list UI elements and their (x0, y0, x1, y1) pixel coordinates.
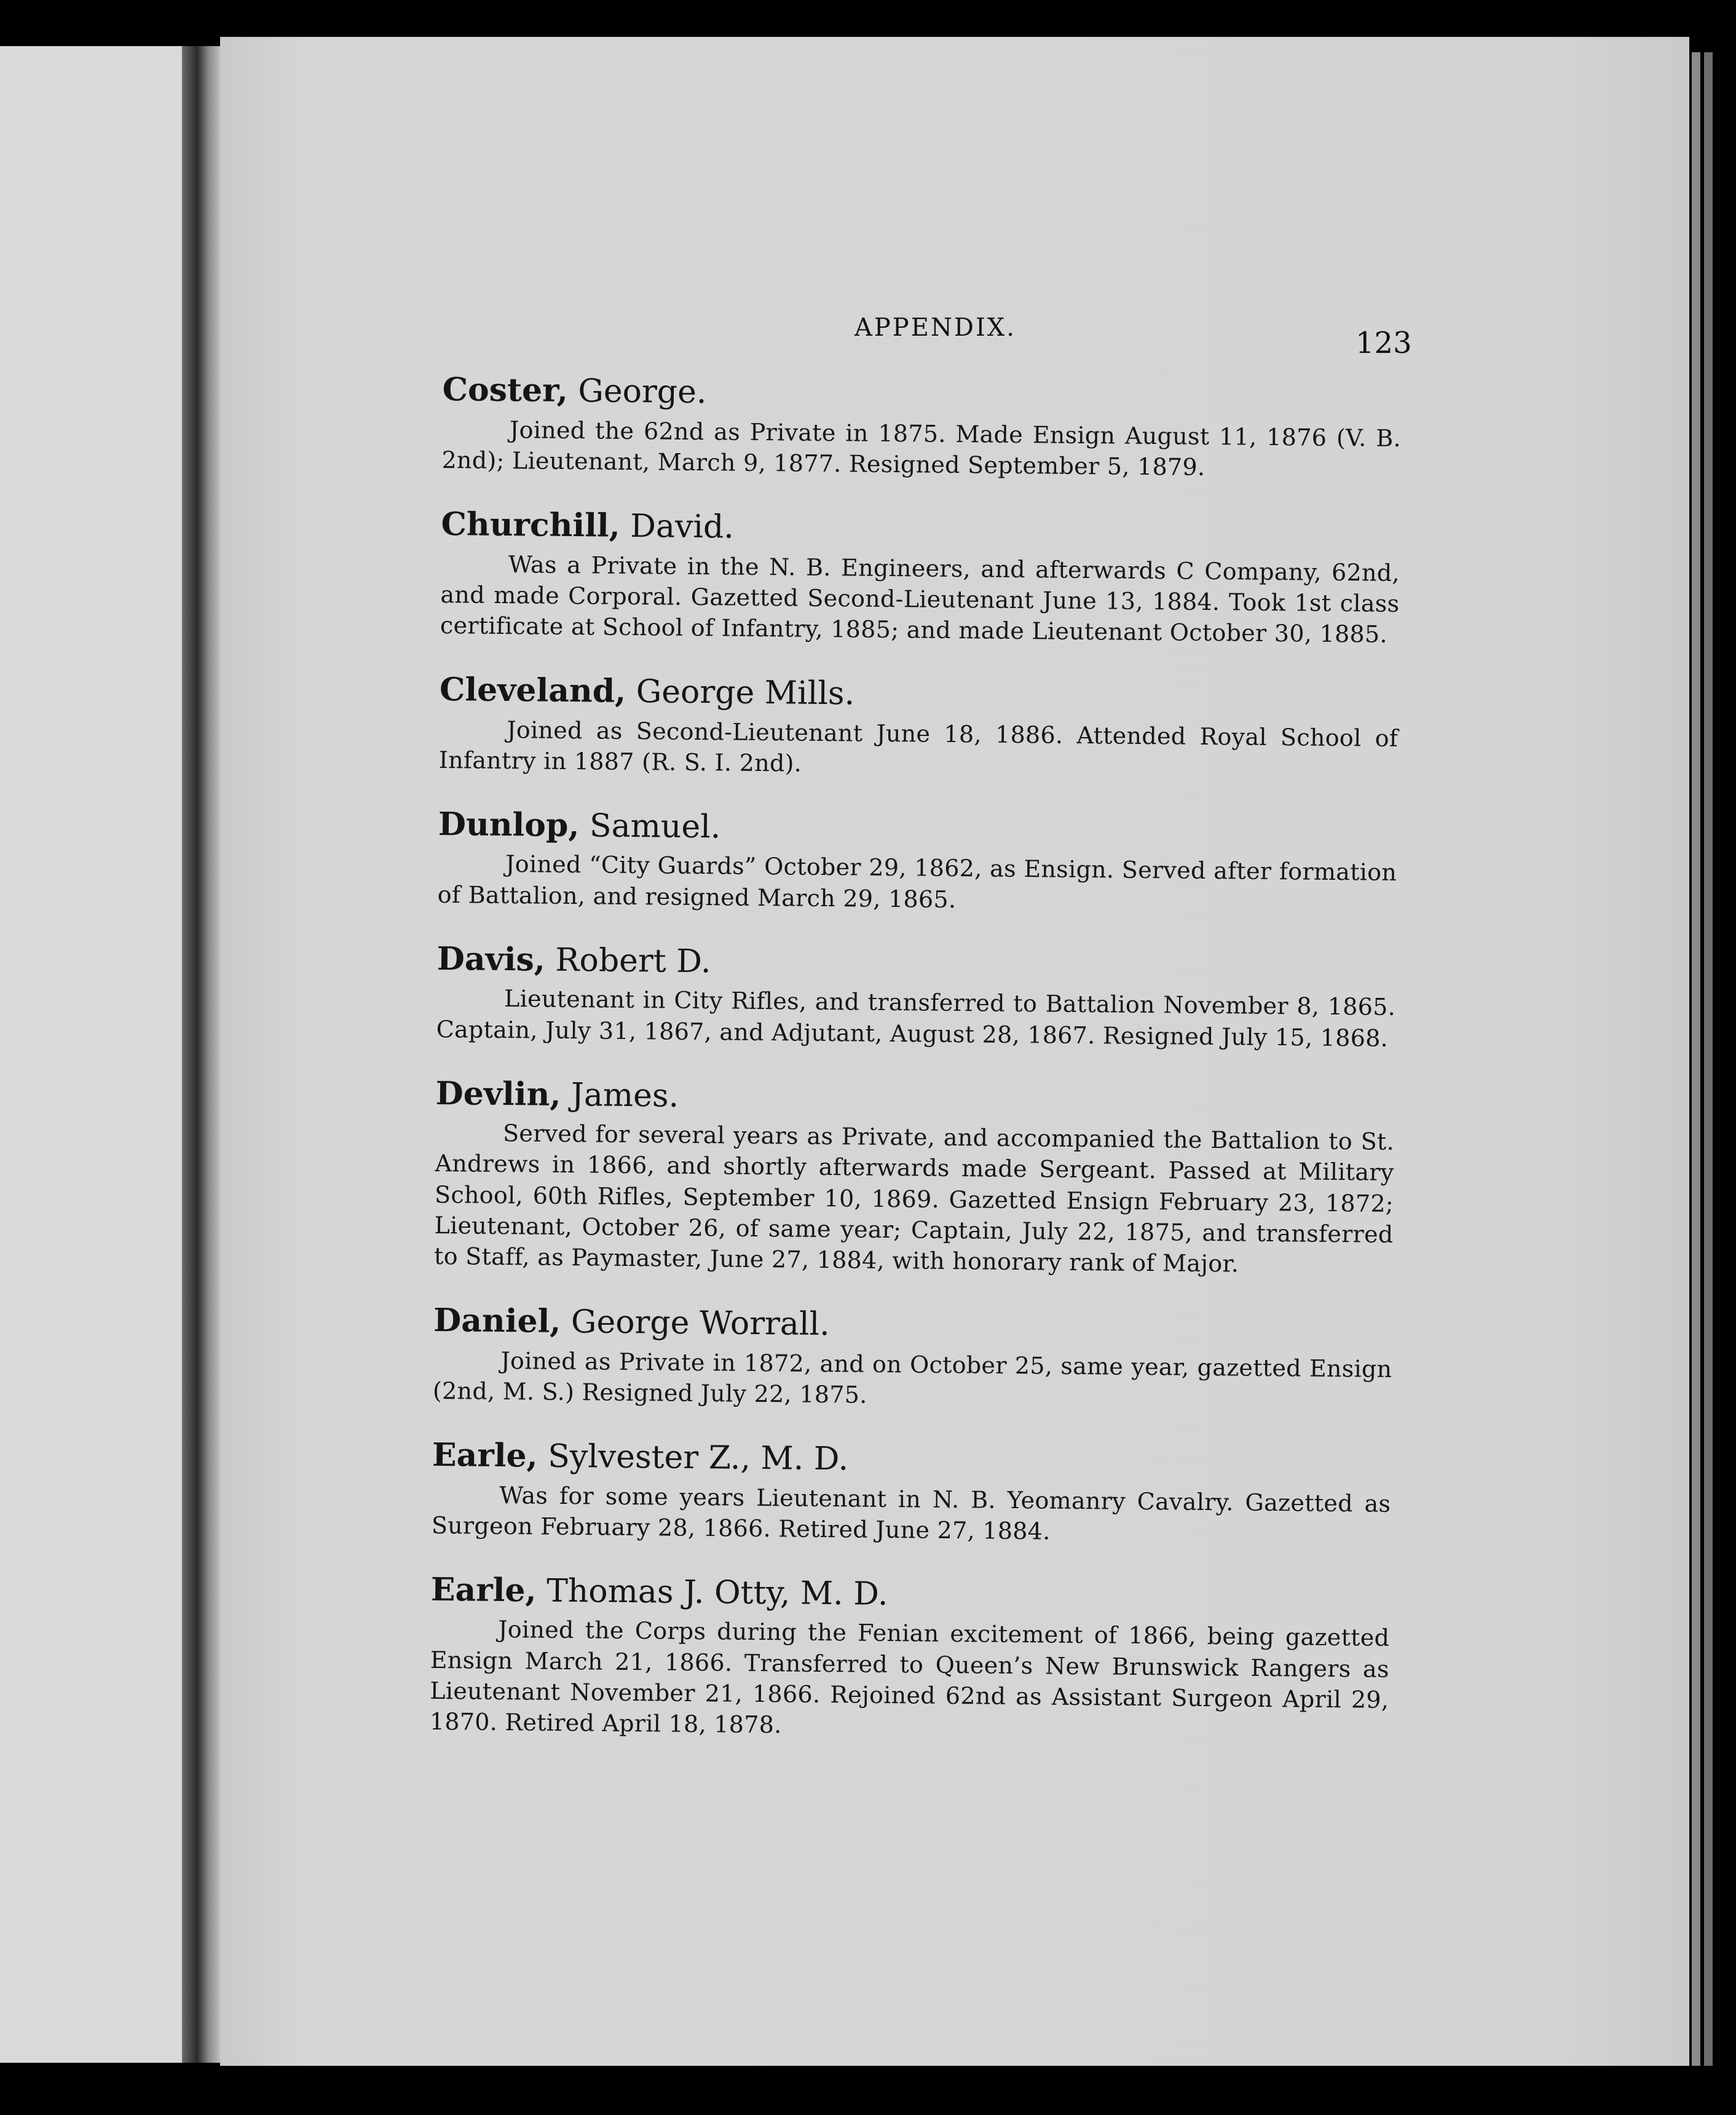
entry (441, 369, 1402, 484)
running-head: APPENDIX. (854, 314, 1016, 342)
entry (433, 1300, 1393, 1415)
entry-surname: Earle, (430, 1570, 537, 1610)
book-gutter (182, 46, 220, 2063)
entry-text: Served for several years as Private, and accompanied the Battalion to St. Andrews in 1866, and shortly afterwards made Sergeant. Passed at Military School, 60th Rifles, September 10, 1869. Gazetted Ensign February 23, 1872; Lieutenant, October 26, of same year; Captain, July 22, 1875, and transferred to Staff, as Paymaster, June 27, 1884, with honorary rank of Major. (433, 1120, 1395, 1278)
entry-surname: Daniel, (433, 1301, 561, 1340)
entry (434, 1073, 1395, 1281)
entry-given-names: Thomas J. Otty, M. D. (546, 1572, 888, 1613)
entry (440, 504, 1400, 650)
page-number: 123 (1355, 326, 1412, 360)
entry-given-names: James. (570, 1076, 679, 1115)
entry-surname: Dunlop, (438, 805, 580, 845)
entry-surname: Churchill, (441, 505, 621, 545)
entry-text: Was a Private in the N. B. Engineers, and afterwards C Company, 62nd, and made Corporal. Gazetted Second-Lieutenant June 13, 1884. Took 1st class certificate at School of Infantry, 1885; and made Lieutenant October 30, 1885. (440, 550, 1400, 648)
page-content (429, 369, 1402, 1774)
entry-surname: Davis, (436, 939, 546, 979)
entry-surname: Coster, (442, 370, 569, 409)
entry-heading (442, 369, 1402, 421)
left-page-edge (0, 46, 184, 2063)
entry (439, 669, 1399, 785)
entry-heading (435, 1073, 1395, 1125)
entry-given-names: George Worrall. (570, 1303, 831, 1343)
entry-given-names: David. (630, 507, 735, 546)
entry-heading (438, 804, 1398, 855)
entry-text: Joined the 62nd as Private in 1875. Made Ensign August 11, 1876 (V. B. 2nd); Lieutenant, March 9, 1877. Resigned September 5, 1879. (441, 416, 1402, 481)
entry-surname: Earle, (432, 1436, 539, 1475)
entry-heading (440, 669, 1399, 721)
entry (436, 938, 1396, 1054)
entry-text: Joined as Second-Lieutenant June 18, 1886. Attended Royal School of Infantry in 1887 (R. S. I. 2nd). (438, 716, 1399, 777)
entry-text: Joined as Private in 1872, and on October 25, same year, gazetted Ensign (2nd, M. S.) Resigned July 22, 1875. (432, 1346, 1392, 1409)
entry-text: Joined “City Guards” October 29, 1862, as Ensign. Served after formation of Battalion, and resigned March 29, 1865. (437, 850, 1397, 913)
entry-heading (441, 504, 1400, 555)
entry-given-names: Robert D. (555, 941, 711, 981)
entry (432, 1434, 1392, 1550)
entry-given-names: George Mills. (636, 673, 855, 713)
page-edge-strip (1692, 52, 1700, 2066)
entry-given-names: George. (578, 373, 707, 411)
entry-text: Lieutenant in City Rifles, and transferred to Battalion November 8, 1865. Captain, July 31, 1867, and Adjutant, August 28, 1867. Resigned July 15, 1868. (436, 985, 1396, 1052)
entry-heading (433, 1300, 1393, 1351)
entry-text: Joined the Corps during the Fenian excitement of 1866, being gazetted Ensign March 21, 1866. Transferred to Queen’s New Brunswick Rangers as Lieutenant November 21, 1866. Rejoined 62nd as Assistant Surgeon April 29, 1870. Retired April 18, 1878. (429, 1616, 1390, 1739)
entry-heading (432, 1434, 1392, 1486)
entry-given-names: Sylvester Z., M. D. (547, 1437, 849, 1478)
entry-text: Was for some years Lieutenant in N. B. Yeomanry Cavalry. Gazetted as Surgeon February 28, 1866. Retired June 27, 1884. (431, 1481, 1391, 1545)
entry-given-names: Samuel. (589, 807, 721, 846)
entry-surname: Devlin, (435, 1074, 561, 1113)
entry (430, 1569, 1391, 1746)
entry-heading (431, 1569, 1391, 1621)
entry-heading (436, 938, 1396, 990)
page-edge-strip (1704, 52, 1713, 2066)
entry (438, 804, 1398, 919)
entry-surname: Cleveland, (439, 670, 626, 710)
